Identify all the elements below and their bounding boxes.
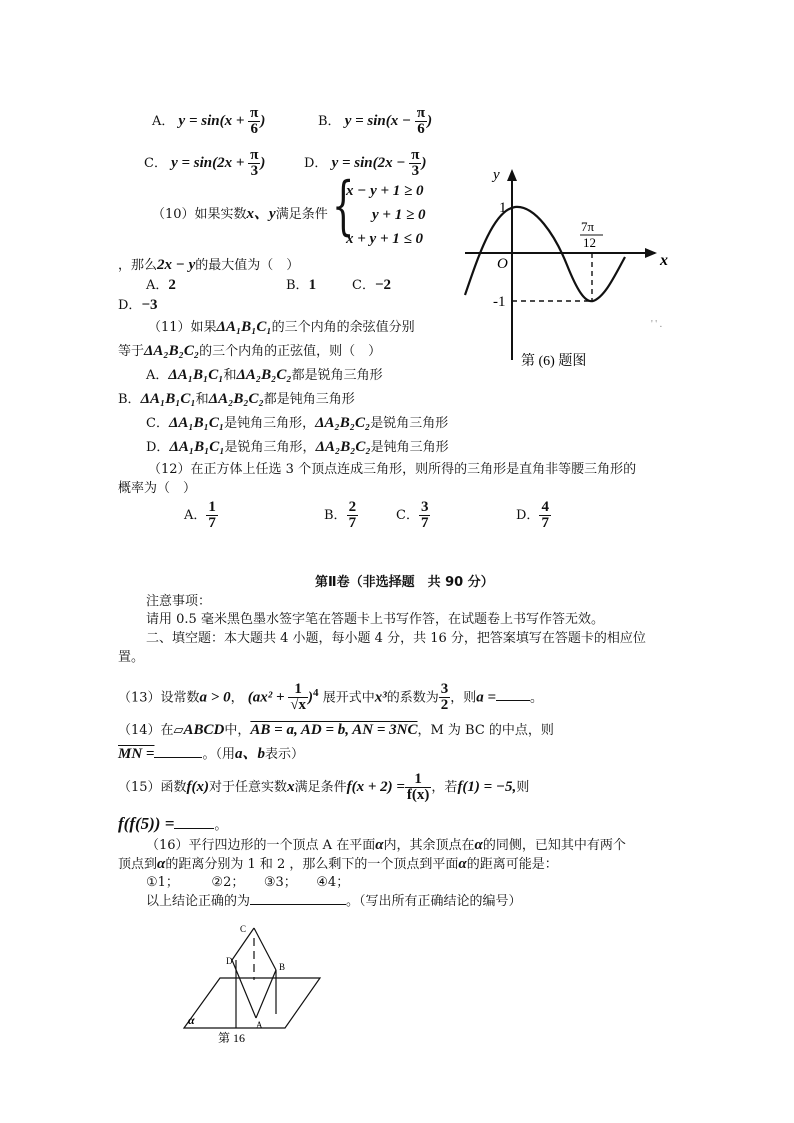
q9-option-b-frac: [415, 106, 427, 137]
x-axis-arrow: [645, 248, 657, 258]
q11-stem2-pre: 等于: [118, 344, 145, 359]
q15-ask: f(f(5)) =: [118, 814, 175, 833]
q16-ask-pre: 以上结论正确的为: [146, 894, 251, 909]
q13-power: 4: [313, 687, 319, 699]
q10-ask-expr: 2x − y: [157, 257, 196, 273]
q13-var: a =: [476, 689, 497, 706]
q12-option-c: [396, 500, 430, 531]
frac-numerator: π: [411, 147, 420, 163]
q12-option-d-label: D．: [516, 508, 540, 523]
frac-numerator: 4: [541, 499, 549, 515]
sine-curve: [465, 207, 625, 301]
frac-denominator: f(x): [406, 787, 430, 803]
q10-constraint-2: [372, 206, 425, 225]
q11-option-c-tri2: ΔA₂B₂C₂: [315, 415, 371, 431]
q13-end-pre: ，则: [450, 690, 477, 706]
frac-numerator: 2: [348, 499, 357, 515]
q10-option-b-label: B．: [286, 278, 309, 293]
q10-brace: {: [332, 169, 355, 243]
fig-d-label: D: [226, 956, 233, 966]
q10-stem: [152, 205, 328, 224]
x-axis-label: x: [660, 252, 668, 269]
q10-option-d: [118, 296, 158, 315]
q11-option-b-and: 和: [195, 392, 209, 407]
origin-label: O: [497, 256, 508, 272]
q15-given-pre: ，若: [431, 780, 458, 795]
q15-var: x: [287, 779, 295, 795]
q16-line2: [118, 855, 558, 874]
q10-option-b: [286, 276, 316, 295]
q10-ask: [118, 256, 299, 275]
q11-option-b: [118, 390, 355, 409]
q10-constraint-3-text: x + y + 1 ≤ 0: [346, 231, 423, 247]
q10-ask-post: 的最大值为（ ）: [195, 258, 300, 273]
q15-fx: f(x): [186, 779, 210, 795]
q11-option-a-post: 都是锐角三角形: [291, 368, 383, 383]
q9-option-c: [144, 148, 265, 179]
q9-option-d-frac: [409, 148, 421, 179]
q10-stem-text: （10）如果实数: [152, 207, 247, 222]
q14-quad: ABCD: [183, 722, 225, 738]
q13-expr-pre: (ax² +: [247, 689, 289, 706]
q11-option-d-mid: 是锐角三角形，: [224, 440, 316, 455]
q9-option-a-frac: [248, 106, 260, 137]
q13-line: [118, 680, 543, 713]
q9-option-c-pre: y = sin(2x +: [171, 155, 249, 171]
q14-stem: （14）在▱: [118, 723, 184, 738]
q11-option-d: [146, 438, 449, 457]
x-tick-denominator: 12: [583, 235, 596, 250]
q16-ask: [146, 892, 522, 911]
q16-line2-post: 的距离分别为 1 和 2 ，那么剩下的一个顶点到平面: [165, 857, 459, 872]
frac-denominator: 3: [250, 163, 259, 179]
q12-option-d: [516, 500, 551, 531]
q9-option-a-pre: y = sin(x +: [178, 113, 249, 129]
q14-line1: [118, 721, 554, 740]
q12-option-b-label: B．: [324, 508, 347, 523]
stray-marks: ' ' .: [651, 319, 663, 330]
q16-line1-post: 的同侧，已知其中有两个: [482, 838, 626, 853]
q12-stem-line2: 概率为（ ）: [118, 481, 197, 496]
q13-term: x³: [374, 689, 387, 706]
q9-option-d-label: D．: [304, 156, 328, 171]
q12-option-a-frac: [206, 500, 218, 531]
q9-option-b-label: B．: [318, 114, 341, 129]
edge-b-a: [256, 970, 276, 1018]
frac-denominator: 6: [250, 121, 258, 137]
fig-alpha-label: α: [188, 1013, 195, 1027]
q11-stem1-pre: （11）如果: [148, 320, 217, 335]
q9-option-d-post: ): [421, 155, 427, 171]
q9-option-b-post: ): [427, 113, 433, 129]
q9-option-a-label: A．: [152, 114, 175, 129]
q12-stem-line1: （12）在正方体上任选 3 个顶点连成三角形，则所得的三角形是直角非等腰三角形的: [148, 462, 637, 477]
q12-option-a-label: A．: [184, 508, 207, 523]
q10-option-a-value: 2: [168, 277, 176, 293]
frac-numerator: 1: [208, 499, 216, 515]
section2-fill-intro-1: 二、填空题：本大题共 4 小题，每小题 4 分，共 16 分，把答案填写在答题卡的相应位: [146, 631, 646, 646]
q13-stem: （13）设常数: [118, 690, 200, 706]
q16-alpha: α: [157, 856, 166, 872]
q13-mid: 展开式中: [322, 690, 375, 706]
q12-option-a: [184, 500, 218, 531]
q11-option-b-post: 都是钝角三角形: [263, 392, 355, 407]
q10-ask-pre: ，那么: [118, 258, 158, 273]
q16-alpha: α: [474, 837, 483, 853]
frac-denominator: 2: [440, 697, 449, 714]
q10-option-a: [146, 276, 176, 295]
fig-caption: 第 16: [218, 1031, 246, 1043]
q13-expr-frac: [288, 682, 308, 713]
q15-answer-blank[interactable]: [174, 816, 214, 829]
q11-option-d-tri1: ΔA₁B₁C₁: [169, 439, 225, 455]
q16-ask-post: 。（写出所有正确结论的编号）: [346, 894, 522, 909]
q12-option-d-frac: [539, 500, 551, 531]
q16-figure: [180, 918, 330, 1043]
frac-numerator: π: [416, 105, 426, 121]
q15-cond: 满足条件: [294, 780, 347, 795]
q14-line2: [118, 745, 304, 764]
q11-option-b-label: B．: [118, 392, 141, 407]
q13-sep: ，: [230, 690, 244, 706]
q14-answer-blank[interactable]: [154, 745, 202, 758]
tick-label-minus-1: -1: [493, 294, 506, 310]
frac-numerator: π: [250, 105, 259, 121]
q9-option-c-frac: [248, 148, 260, 179]
q10-option-d-value: −3: [141, 297, 158, 313]
q13-value-frac: [439, 682, 451, 713]
q16-line1-mid: 内，其余顶点在: [383, 838, 475, 853]
q9-option-d-pre: y = sin(2x −: [331, 155, 410, 171]
q10-vars: x、y: [246, 206, 276, 222]
q10-constraint-3: [346, 230, 423, 249]
q9-option-a-post: ): [260, 113, 266, 129]
q11-option-a-and: 和: [223, 368, 237, 383]
q11-stem1-post: 的三个内角的余弦值分别: [271, 320, 415, 335]
frac-numerator: 1: [288, 682, 308, 698]
q15-given-post: 则: [516, 780, 530, 795]
frac-denominator: 7: [348, 515, 357, 531]
q12-option-c-frac: [419, 500, 431, 531]
q11-triangle-2: ΔA₂B₂C₂: [144, 343, 200, 359]
q16-line2-end: 的距离可能是：: [466, 857, 558, 872]
q15-lhs: f(x + 2) =: [346, 779, 405, 795]
q16-alpha: α: [375, 837, 384, 853]
q15-stem: （15）函数: [118, 780, 187, 795]
q16-line2-pre: 顶点到: [118, 857, 158, 872]
q10-option-c: [352, 276, 391, 295]
x-tick-numerator: 7π: [581, 219, 595, 234]
q14-vector-equations: AB = a, AD = b, AN = 3NC: [250, 722, 418, 738]
graph-caption: 第 (6) 题图: [521, 354, 587, 369]
q14-mn: MN =: [118, 746, 155, 762]
q16-options: ①1； ②2； ③3； ④4；: [146, 875, 350, 890]
q9-option-b: [318, 106, 432, 137]
q10-constraint-1: [346, 182, 424, 201]
q11-option-d-tri2: ΔA₂B₂C₂: [315, 439, 371, 455]
section2-notice-text: 请用 0.5 毫米黑色墨水签字笔在答题卡上书写作答，在试题卷上书写作答无效。: [146, 612, 604, 627]
q11-option-c: [146, 414, 448, 433]
q9-option-c-label: C．: [144, 156, 167, 171]
q10-option-b-value: 1: [308, 277, 317, 293]
q11-option-a: [146, 366, 383, 385]
y-axis-arrow: [507, 169, 517, 181]
q11-option-b-tri2: ΔA₂B₂C₂: [208, 391, 264, 407]
section2-fill-intro-2: 置。: [118, 650, 145, 665]
fig-c-label: C: [240, 924, 247, 934]
q13-cond: a > 0: [199, 689, 231, 706]
q10-cond-text: 满足条件: [275, 207, 328, 222]
q14-mid: 中，: [224, 723, 251, 738]
q13-end: 。: [530, 690, 544, 706]
section2-title: 第Ⅱ卷（非选择题 共 90 分）: [315, 575, 494, 590]
q10-option-c-value: −2: [374, 277, 392, 293]
q15-line2: [118, 815, 227, 835]
q11-option-c-label: C．: [146, 416, 169, 431]
q13-expr-post: ): [308, 689, 314, 706]
y-axis-label: y: [493, 167, 500, 183]
frac-denominator: √x: [290, 697, 307, 714]
q10-constraint-2-text: y + 1 ≥ 0: [372, 207, 426, 223]
q11-stem2-post: 的三个内角的正弦值，则（ ）: [199, 344, 382, 359]
q12-option-b-frac: [347, 500, 359, 531]
q13-answer-blank[interactable]: [496, 688, 530, 701]
q10-option-d-label: D．: [118, 298, 142, 313]
q16-answer-blank[interactable]: [250, 892, 346, 905]
q14-ab: a、b: [234, 746, 265, 762]
frac-denominator: 7: [541, 515, 549, 531]
q11-option-a-tri2: ΔA₂B₂C₂: [236, 367, 292, 383]
q16-line1: [146, 836, 626, 855]
fig-a-label: A: [256, 1020, 263, 1030]
frac-numerator: 3: [420, 499, 429, 515]
q11-stem-line2: [118, 342, 381, 361]
q10-constraint-1-text: x − y + 1 ≥ 0: [346, 183, 424, 199]
q12-option-b: [324, 500, 358, 531]
q11-option-a-label: A．: [146, 368, 169, 383]
q16-alpha: α: [458, 856, 467, 872]
section2-notice: 注意事项：: [146, 594, 212, 609]
q10-option-c-label: C．: [352, 278, 375, 293]
frac-denominator: 7: [420, 515, 429, 531]
edge-c-b: [254, 928, 276, 970]
q9-option-d: [304, 148, 426, 179]
q12-option-c-label: C．: [396, 508, 419, 523]
q13-mid2: 的系数为: [386, 690, 439, 706]
q14-end2: 表示）: [265, 747, 305, 762]
q16-line1-pre: （16）平行四边形的一个顶点 A 在平面: [146, 838, 376, 853]
q11-option-c-mid: 是钝角三角形，: [224, 416, 316, 431]
q9-option-b-pre: y = sin(x −: [344, 113, 415, 129]
q15-given: f(1) = −5,: [457, 779, 517, 795]
q15-rhs-frac: [405, 772, 432, 803]
q11-option-d-post: 是钝角三角形: [370, 440, 449, 455]
q11-option-b-tri1: ΔA₁B₁C₁: [140, 391, 196, 407]
frac-denominator: 6: [417, 121, 425, 137]
q11-option-c-tri1: ΔA₁B₁C₁: [168, 415, 225, 431]
frac-numerator: 3: [440, 681, 449, 698]
q11-stem-line1: [148, 318, 415, 337]
tick-label-1: 1: [499, 200, 507, 216]
plane-alpha: [184, 978, 320, 1028]
q11-option-d-label: D．: [146, 440, 170, 455]
frac-denominator: 3: [411, 163, 420, 179]
q9-option-c-post: ): [260, 155, 266, 171]
q15-line1: [118, 772, 529, 803]
q14-end: 。（用: [202, 747, 235, 762]
q6-sine-graph: [455, 165, 675, 375]
q15-mid: 对于任意实数: [209, 780, 288, 795]
frac-numerator: 1: [405, 772, 432, 788]
q11-option-a-tri1: ΔA₁B₁C₁: [168, 367, 224, 383]
q11-option-c-post: 是锐角三角形: [370, 416, 449, 431]
q14-desc: ，M 为 BC 的中点，则: [417, 723, 554, 738]
frac-numerator: π: [250, 147, 259, 163]
frac-denominator: 7: [208, 515, 216, 531]
fig-b-label: B: [279, 962, 286, 972]
q11-triangle-1: ΔA₁B₁C₁: [216, 319, 272, 335]
q9-option-a: [152, 106, 265, 137]
q15-end: 。: [214, 818, 228, 833]
q10-option-a-label: A．: [146, 278, 169, 293]
